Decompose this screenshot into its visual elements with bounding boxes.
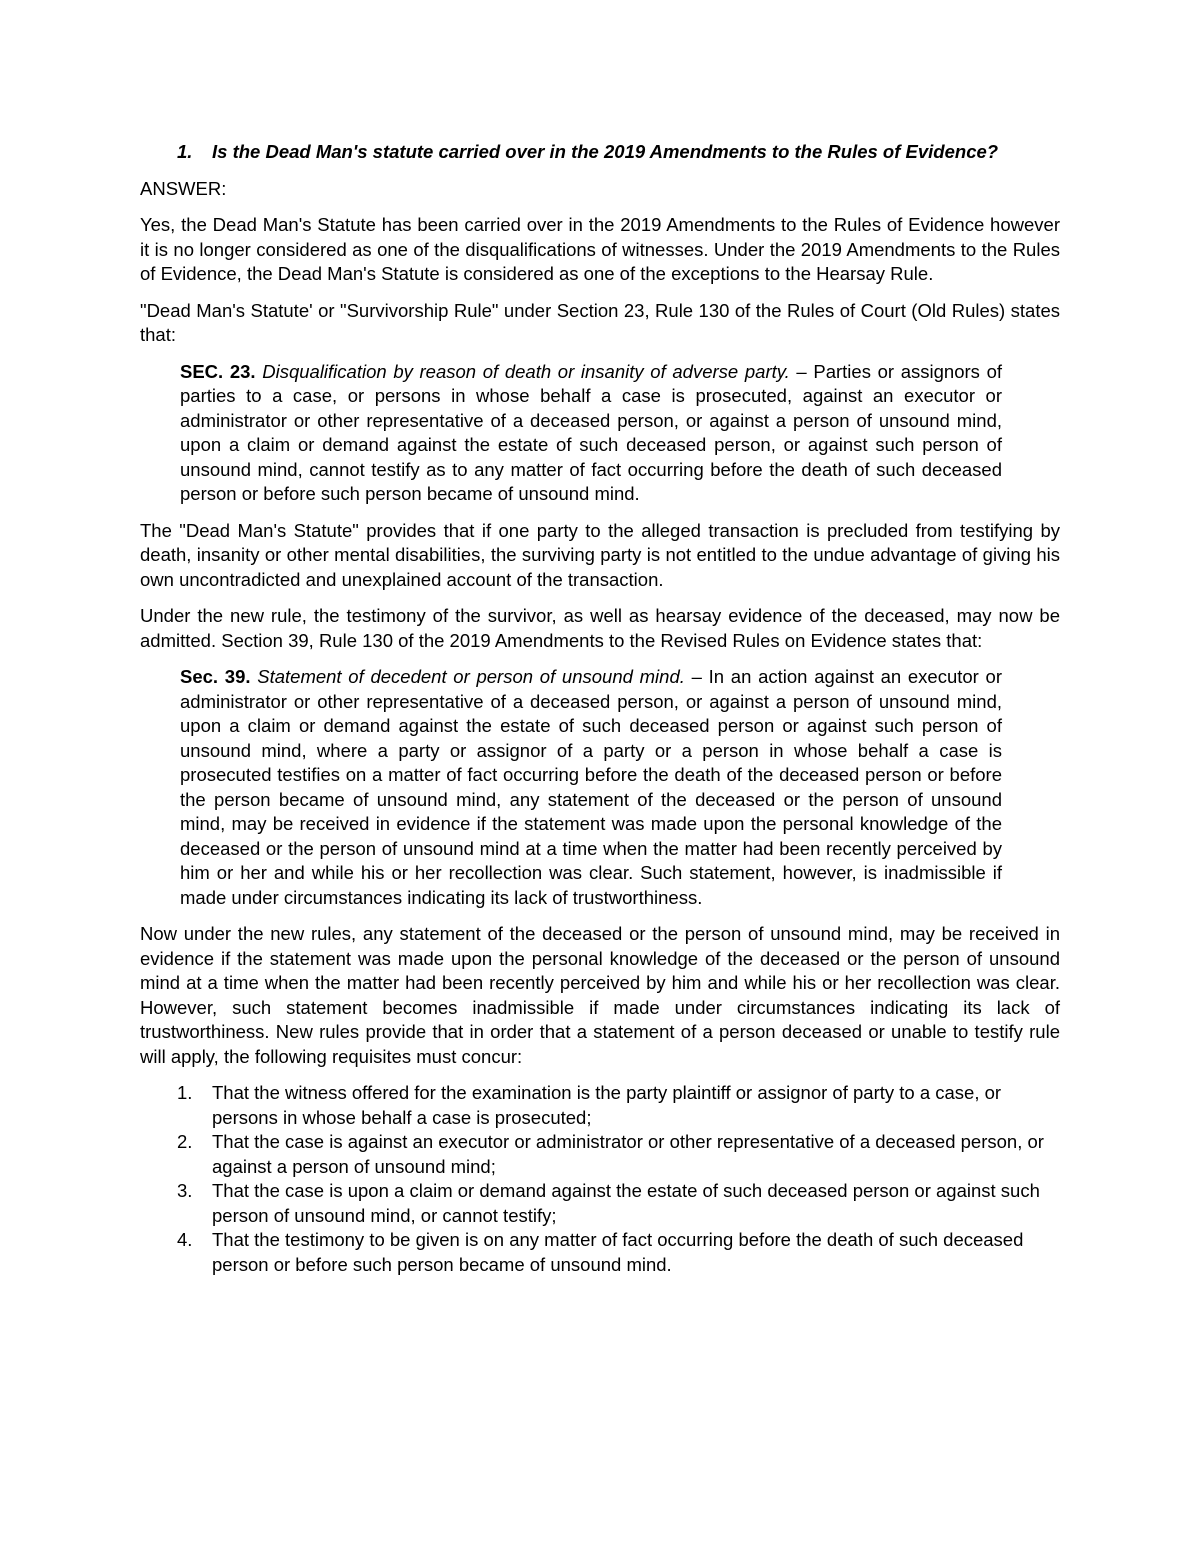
statute-explanation-paragraph: The "Dead Man's Statute" provides that if one party to the alleged transaction is precluded from testifying by death, insanity or other mental disabilities, the surviving party is not entitled to the undue advantage of giving his own uncontradicted and unexplained account of the transaction.	[140, 519, 1060, 590]
list-item-text: That the case is against an executor or administrator or other representative of a deceased person, or against a person of unsound mind;	[212, 1131, 1044, 1177]
list-item-number: 2.	[177, 1131, 193, 1152]
list-item	[177, 1179, 1060, 1228]
sec-23-body: – Parties or assignors of parties to a case, or persons in whose behalf a case is prosecuted, against an executor or administrator or other representative of a deceased person, or against a person of unsound mind, upon a claim or demand against the estate of such deceased person, or against such person of unsound mind, cannot testify as to any matter of fact occurring before the death of such deceased person or before such person became of unsound mind.	[180, 360, 1002, 504]
list-item-text: That the testimony to be given is on any matter of fact occurring before the death of such deceased person or before such person became of unsound mind.	[212, 1229, 1024, 1275]
document-page	[140, 140, 1060, 1277]
sec-39-body: – In an action against an executor or administrator or other representative of a deceased person, or against a person of unsound mind, upon a claim or demand against the estate of such deceased person or against such person of unsound mind, where a party or assignor of a party or a person in whose behalf a case is prosecuted testifies on a matter of fact occurring before the death of the deceased person or before the person became of unsound mind, any statement of the deceased or the person of unsound mind, may be received in evidence if the statement was made upon the personal knowledge of the deceased or the person of unsound mind at a time when the matter had been recently perceived by him or her and while his or her recollection was clear. Such statement, however, is inadmissible if made under circumstances indicating its lack of trustworthiness.	[180, 666, 1003, 908]
sec-23-title: Disqualification by reason of death or insanity of adverse party.	[262, 360, 790, 382]
list-item-number: 1.	[177, 1082, 193, 1103]
sec-39-quote	[180, 665, 1002, 910]
list-item-text: That the case is upon a claim or demand against the estate of such deceased person or against such person of unsound mind, or cannot testify;	[212, 1180, 1040, 1226]
list-item-text: That the witness offered for the examination is the party plaintiff or assignor of party to a case, or persons in whose behalf a case is prosecuted;	[212, 1082, 1002, 1128]
sec-23-quote	[180, 360, 1002, 507]
answer-paragraph: Yes, the Dead Man's Statute has been carried over in the 2019 Amendments to the Rules of Evidence however it is no longer considered as one of the disqualifications of witnesses. Under the 2019 Amendments to the Rules of Evidence, the Dead Man's Statute is considered as one of the exceptions to the Hearsay Rule.	[140, 214, 1060, 284]
requisites-list	[140, 1081, 1060, 1277]
answer-label: ANSWER:	[140, 177, 227, 199]
list-item-number: 3.	[177, 1180, 193, 1201]
new-rule-intro-paragraph: Under the new rule, the testimony of the survivor, as well as hearsay evidence of the deceased, may now be admitted. Section 39, Rule 130 of the 2019 Amendments to the Revised Rules on Evidence states that:	[140, 605, 1060, 651]
sec-23-label: SEC. 23.	[180, 360, 256, 382]
old-rule-intro-paragraph: "Dead Man's Statute' or "Survivorship Rule" under Section 23, Rule 130 of the Rules of Court (Old Rules) states that:	[140, 299, 1060, 345]
list-item	[177, 1081, 1060, 1130]
list-item-number: 4.	[177, 1229, 193, 1250]
question-number: 1.	[177, 141, 193, 162]
new-rules-summary-paragraph: Now under the new rules, any statement of the deceased or the person of unsound mind, may be received in evidence if the statement was made upon the personal knowledge of the deceased or the person of unsound mind at a time when the matter had been recently perceived by him and while his or her recollection was clear. However, such statement becomes inadmissible if made under circumstances indicating its lack of trustworthiness. New rules provide that in order that a statement of a person deceased or unable to testify rule will apply, the following requisites must concur:	[140, 923, 1060, 1067]
list-item	[177, 1130, 1060, 1179]
question-heading	[177, 140, 1060, 165]
question-text: Is the Dead Man's statute carried over in the 2019 Amendments to the Rules of Evidence?	[212, 141, 999, 162]
sec-39-label: Sec. 39.	[180, 666, 251, 687]
list-item	[177, 1228, 1060, 1277]
sec-39-title: Statement of decedent or person of unsound mind.	[257, 666, 685, 687]
